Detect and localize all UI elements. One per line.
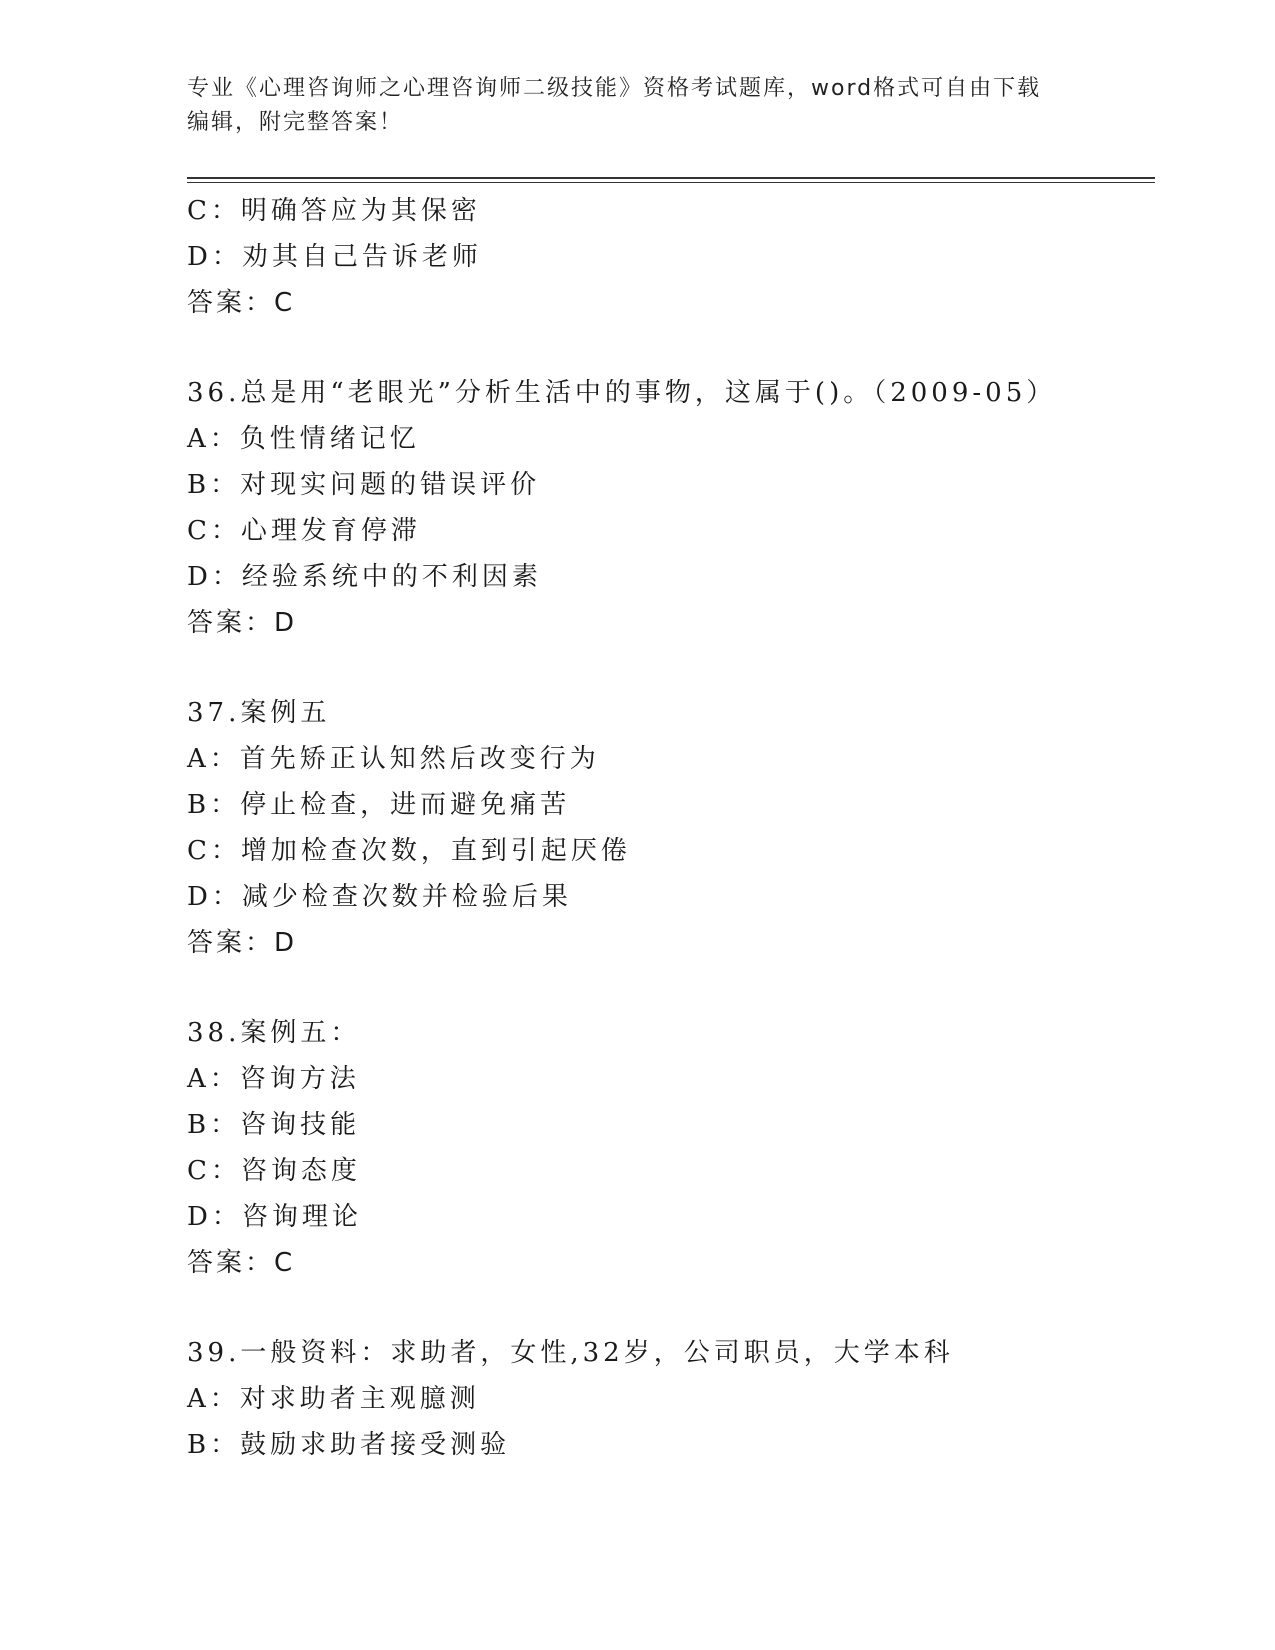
option-d: D：劝其自己告诉老师 [187, 242, 482, 272]
question-text: 37.案例五 [187, 698, 331, 728]
option-c: C：心理发育停滞 [187, 516, 421, 546]
spacer [187, 646, 1155, 690]
option-b: B：对现实问题的错误评价 [187, 470, 541, 500]
option-d: D：咨询理论 [187, 1202, 362, 1232]
header-divider-thick [187, 177, 1155, 179]
question-36 [187, 370, 1155, 646]
question-39 [187, 1330, 1155, 1468]
answer: 答案：C [187, 288, 296, 318]
spacer [187, 966, 1155, 1010]
question-text: 38.案例五： [187, 1018, 361, 1048]
option-b: B：咨询技能 [187, 1110, 361, 1140]
spacer [187, 326, 1155, 370]
option-a: A：咨询方法 [187, 1064, 360, 1094]
answer: 答案：C [187, 1248, 296, 1278]
option-a: A：对求助者主观臆测 [187, 1384, 480, 1414]
question-text: 39.一般资料：求助者，女性,32岁，公司职员，大学本科 [187, 1338, 954, 1368]
spacer [187, 1286, 1155, 1330]
option-a: A：负性情绪记忆 [187, 424, 420, 454]
header-divider-thin [187, 182, 1155, 183]
question-35 [187, 188, 1155, 326]
option-b: B：停止检查，进而避免痛苦 [187, 790, 571, 820]
document-header [187, 72, 1067, 140]
header-line-1: 专业《心理咨询师之心理咨询师二级技能》资格考试题库，word格式可自由下载 [187, 76, 1042, 101]
option-c: C：明确答应为其保密 [187, 196, 481, 226]
question-38 [187, 1010, 1155, 1286]
option-d: D：经验系统中的不利因素 [187, 562, 542, 592]
answer: 答案：D [187, 608, 298, 638]
header-line-2: 编辑，附完整答案！ [187, 110, 404, 135]
question-text: 36.总是用“老眼光”分析生活中的事物，这属于()。（2009-05） [187, 378, 1057, 408]
option-d: D：减少检查次数并检验后果 [187, 882, 572, 912]
option-c: C：咨询态度 [187, 1156, 361, 1186]
option-a: A：首先矫正认知然后改变行为 [187, 744, 600, 774]
answer: 答案：D [187, 928, 298, 958]
question-37 [187, 690, 1155, 966]
option-c: C：增加检查次数，直到引起厌倦 [187, 836, 631, 866]
question-list [187, 188, 1155, 1468]
option-b: B：鼓励求助者接受测验 [187, 1430, 511, 1460]
